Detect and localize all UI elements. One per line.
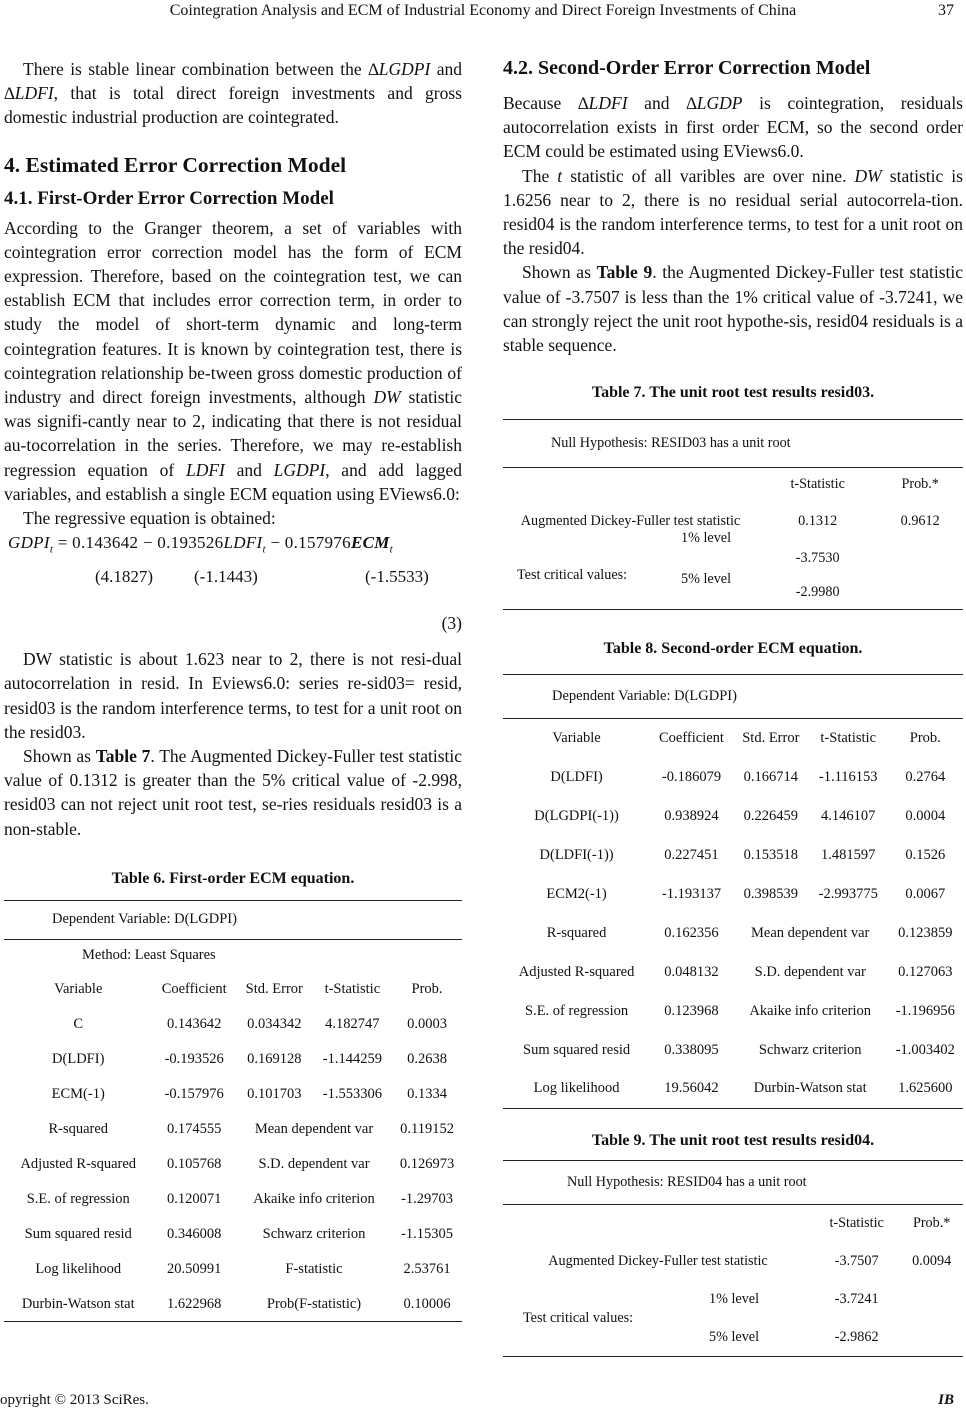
table9 xyxy=(503,1160,963,1357)
table7-paragraph: Shown as Table 7. The Augmented Dickey-Fuller test statistic value of 0.1312 is greater than the 5% critical value of -2.998, resid03 can not reject unit root test, se-ries residuals resid03 is a non-stable. xyxy=(4,746,462,839)
table-row: D(LDFI(-1)) 0.227451 0.153518 1.481597 0.1526 xyxy=(539,846,946,863)
stats-row: S.E. of regression 0.123968 Akaike info criterion -1.196956 xyxy=(525,1002,955,1019)
stats-row: Log likelihood 19.56042 Durbin-Watson stat 1.625600 xyxy=(503,1070,963,1109)
subsection-heading-4-1: 4.1. First-Order Error Correction Model xyxy=(4,187,334,209)
stats-row: R-squared 0.162356 Mean dependent var 0.123859 xyxy=(546,924,953,941)
table7 xyxy=(503,419,963,610)
table7-null: Null Hypothesis: RESID03 has a unit root xyxy=(551,435,791,452)
paragraph-t-statistic: The t statistic of all varibles are over nine. DW statistic is 1.6256 near to 2, there is no residual serial autocorrela-tion. resid04 is the random interference terms, to test for a unit root on the resid04. xyxy=(503,165,963,259)
table7-level-1: 1% level xyxy=(681,530,732,546)
stats-row: Durbin-Watson stat 1.622968 Prob(F-statistic) 0.10006 xyxy=(4,1287,462,1322)
table6-method: Method: Least Squares xyxy=(82,947,216,964)
table6-caption: Table 6. First-order ECM equation. xyxy=(111,869,355,887)
table8-dep: Dependent Variable: D(LGDPI) xyxy=(552,688,737,705)
table9-header-row: t-Statistic Prob.* xyxy=(503,1205,963,1243)
table7-caption: Table 7. The unit root test results resid03. xyxy=(591,384,875,402)
table8 xyxy=(503,674,963,1109)
section-heading-4: 4. Estimated Error Correction Model xyxy=(4,152,347,177)
page-number: 37 xyxy=(938,2,954,19)
t-value-2: (-1.1443) xyxy=(194,567,258,587)
stats-row: Log likelihood 20.50991 F-statistic 2.53761 xyxy=(35,1260,451,1277)
table-row: Test critical values: -3.7530 xyxy=(517,550,840,583)
t-value-3: (-1.5533) xyxy=(365,567,429,587)
intro-paragraph: There is stable linear combination between the ∆LGDPI and ∆LDFI, that is total direct foreign investments and gross domestic industrial production are cointegrated. xyxy=(4,59,462,128)
table-row: -2.9862 xyxy=(503,1319,963,1357)
table7-header-row: t-Statistic Prob.* xyxy=(503,468,963,502)
table-row: D(LDFI) -0.186079 0.166714 -1.116153 0.2764 xyxy=(550,768,946,785)
equation-number: (3) xyxy=(441,613,462,634)
copyright: opyright © 2013 SciRes. xyxy=(0,1392,149,1408)
stats-row: S.E. of regression 0.120071 Akaike info criterion -1.29703 xyxy=(26,1190,454,1207)
paragraph-4-1: According to the Granger theorem, a set of variables with cointegration error correction model has the form of ECM expression. Therefore, based on the cointegration test, we can establish ECM that includes error correction term, in order to study the model of short-term dynamic and long-term cointegration features. It is known by cointegration test, there is cointegration relationship be-tween gross domestic production of industry and direct foreign investments, although DW statistic was signifi-cantly near to 2, indicating that there is not residual au-tocorrelation in the series. Therefore, we may re-establish regression equation of LDFI and LGDPI, and add lagged variables, and establish a single ECM equation using EViews6.0: xyxy=(4,217,462,504)
page-header xyxy=(0,0,966,30)
stats-row: R-squared 0.174555 Mean dependent var 0.119152 xyxy=(48,1120,454,1137)
table9-level-1: 1% level xyxy=(709,1291,760,1307)
journal-abbrev: IB xyxy=(938,1392,954,1408)
table9-paragraph: Shown as Table 9. the Augmented Dickey-Fuller test statistic value of -3.7507 is less than the 1% critical value of -3.7241, we can strongly reject the unit root hypothe-sis, resid04 residuals is a stable sequence. xyxy=(503,262,963,356)
table-row: D(LGDPI(-1)) 0.938924 0.226459 4.146107 0.0004 xyxy=(534,807,946,824)
table-row: Test critical values: -3.7241 xyxy=(523,1291,879,1326)
table8-header-row: Variable Coefficient Std. Error t-Statistic Prob. xyxy=(503,719,963,758)
t-value-1: (4.1827) xyxy=(95,567,154,587)
table-row: C 0.143642 0.034342 4.182747 0.0003 xyxy=(73,1015,447,1032)
table-row: ECM2(-1) -1.193137 0.398539 -2.993775 0.0067 xyxy=(546,885,946,902)
table8-caption: Table 8. Second-order ECM equation. xyxy=(603,640,863,658)
table9-level-5: 5% level xyxy=(709,1329,760,1345)
table7-level-5: 5% level xyxy=(681,571,732,587)
stats-row: Sum squared resid 0.338095 Schwarz criterion -1.003402 xyxy=(523,1041,955,1058)
regression-equation: $GDPI_t = 0.143642$ − $0.193526LDFI_t - 0.157976ECM_t$ (4.1827) (-1.1443) (-1.5533) xyxy=(8,533,429,587)
stats-row: Sum squared resid 0.346008 Schwarz criterion -1.15305 xyxy=(24,1225,454,1242)
subsection-heading-4-2: 4.2. Second-Order Error Correction Model xyxy=(503,57,871,79)
table9-null: Null Hypothesis: RESID04 has a unit root xyxy=(567,1174,807,1191)
table-row: D(LDFI) -0.193526 0.169128 -1.144259 0.2638 xyxy=(52,1050,447,1067)
table-row: -2.9980 xyxy=(503,576,963,610)
table-row: Augmented Dickey-Fuller test statistic 0.1312 0.9612 xyxy=(520,513,940,530)
left-column xyxy=(4,52,462,1322)
stats-row: Adjusted R-squared 0.048132 S.D. dependent var 0.127063 xyxy=(518,963,953,980)
stats-row: Adjusted R-squared 0.105768 S.D. dependent var 0.126973 xyxy=(20,1155,455,1172)
table6-dep: Dependent Variable: D(LGDPI) xyxy=(52,911,237,928)
dw-paragraph: DW statistic is about 1.623 near to 2, there is not resi-dual autocorrelation in resid. In Eviews6.0: series re-sid03= resid, resid03 is the random interference terms, to test for a unit root on the resid03. xyxy=(4,649,462,742)
equation-intro: The regressive equation is obtained: xyxy=(23,508,276,529)
table6 xyxy=(4,900,462,1323)
right-column xyxy=(503,52,963,1357)
table-row: Augmented Dickey-Fuller test statistic -3.7507 0.0094 xyxy=(548,1253,952,1270)
table6-header-row: Variable Coefficient Std. Error t-Statistic Prob. xyxy=(54,980,443,997)
running-title: Cointegration Analysis and ECM of Industrial Economy and Direct Foreign Investments of China xyxy=(169,2,797,19)
table9-caption: Table 9. The unit root test results resid04. xyxy=(591,1132,875,1150)
paragraph-4-2: Because ∆LDFI and ∆LGDP is cointegration, residuals autocorrelation exists in first order ECM, so the second order ECM could be estimated using EViews6.0. xyxy=(503,93,963,162)
table-row: ECM(-1) -0.157976 0.101703 -1.553306 0.1334 xyxy=(51,1085,447,1102)
